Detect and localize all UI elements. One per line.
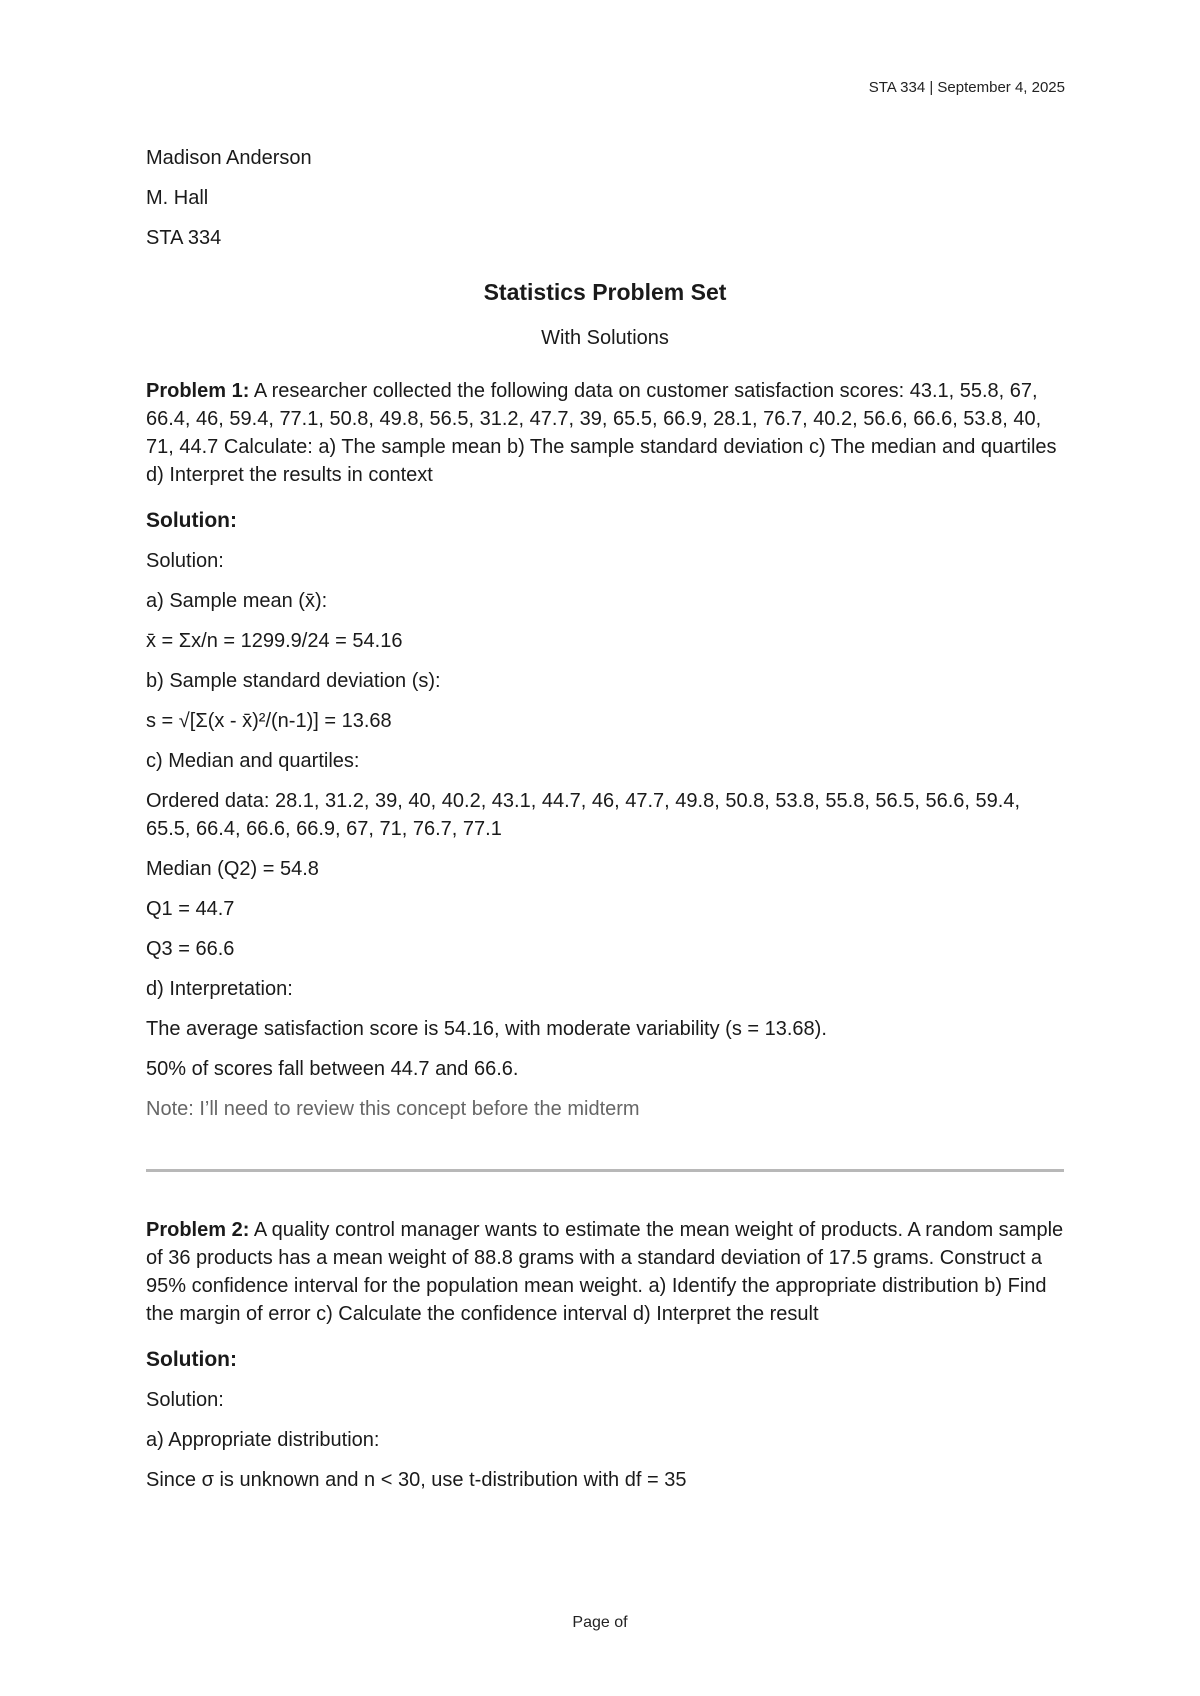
running-header: STA 334 | September 4, 2025: [868, 79, 1065, 96]
solution-line: Ordered data: 28.1, 31.2, 39, 40, 40.2, 43.1, 44.7, 46, 47.7, 49.8, 50.8, 53.8, 55.8, 56.5, 56.6, 59.4, 65.5, 66.4, 66.6, 66.9, 67, 71, 76.7, 77.1: [146, 790, 1020, 840]
solution-line: Since σ is unknown and n < 30, use t-distribution with df = 35: [146, 1469, 687, 1491]
solution-line: x̄ = Σx/n = 1299.9/24 = 54.16: [146, 630, 403, 652]
solution-line: s = √[Σ(x - x̄)²/(n-1)] = 13.68: [146, 710, 392, 732]
document-title: Statistics Problem Set: [483, 279, 727, 305]
study-note: Note: I’ll need to review this concept before the midterm: [146, 1098, 640, 1120]
problem-2-label: Problem 2:: [146, 1219, 250, 1241]
page-footer: Page of: [572, 1614, 628, 1631]
instructor-name: M. Hall: [146, 187, 209, 209]
solution-line: a) Appropriate distribution:: [146, 1429, 380, 1451]
solution-line: d) Interpretation:: [146, 978, 293, 1000]
problem-2-text: A quality control manager wants to estimate the mean weight of products. A random sample of 36 products has a mean weight of 88.8 grams with a standard deviation of 17.5 grams. Construct a 95% confidence interval for the population mean weight. a) Identify the appropriate distribution b) Find the margin of error c) Calculate the confidence interval d) Interpret the result: [146, 1219, 1064, 1325]
solution-line: Solution:: [146, 550, 224, 572]
section-divider: [146, 1169, 1064, 1172]
solution-line: Median (Q2) = 54.8: [146, 858, 319, 880]
problem-2-solution-heading: Solution:: [146, 1348, 237, 1371]
student-name: Madison Anderson: [146, 147, 312, 169]
problem-2-statement: [146, 1216, 1064, 1328]
solution-line: Q3 = 66.6: [146, 938, 235, 960]
solution-line: b) Sample standard deviation (s):: [146, 670, 441, 692]
solution-line: c) Median and quartiles:: [146, 750, 360, 772]
solution-line: Q1 = 44.7: [146, 898, 235, 920]
problem-1-text: A researcher collected the following data on customer satisfaction scores: 43.1, 55.8, 67, 66.4, 46, 59.4, 77.1, 50.8, 49.8, 56.5, 31.2, 47.7, 39, 65.5, 66.9, 28.1, 76.7, 40.2, 56.6, 66.6, 53.8, 40, 71, 44.7 Calculate: a) The sample mean b) The sample standard deviation c) The median and quartiles d) Interpret the results in context: [146, 380, 1057, 486]
problem-1-label: Problem 1:: [146, 380, 250, 402]
solution-line: a) Sample mean (x̄):: [146, 590, 328, 612]
problem-1-statement: [146, 377, 1064, 489]
course-code: STA 334: [146, 227, 222, 249]
document-subtitle: With Solutions: [541, 327, 669, 349]
solution-line: 50% of scores fall between 44.7 and 66.6.: [146, 1058, 519, 1080]
document-body: [146, 144, 1064, 1506]
solution-line: The average satisfaction score is 54.16, with moderate variability (s = 13.68).: [146, 1018, 827, 1040]
solution-line: Solution:: [146, 1389, 224, 1411]
problem-1-solution-heading: Solution:: [146, 509, 237, 532]
